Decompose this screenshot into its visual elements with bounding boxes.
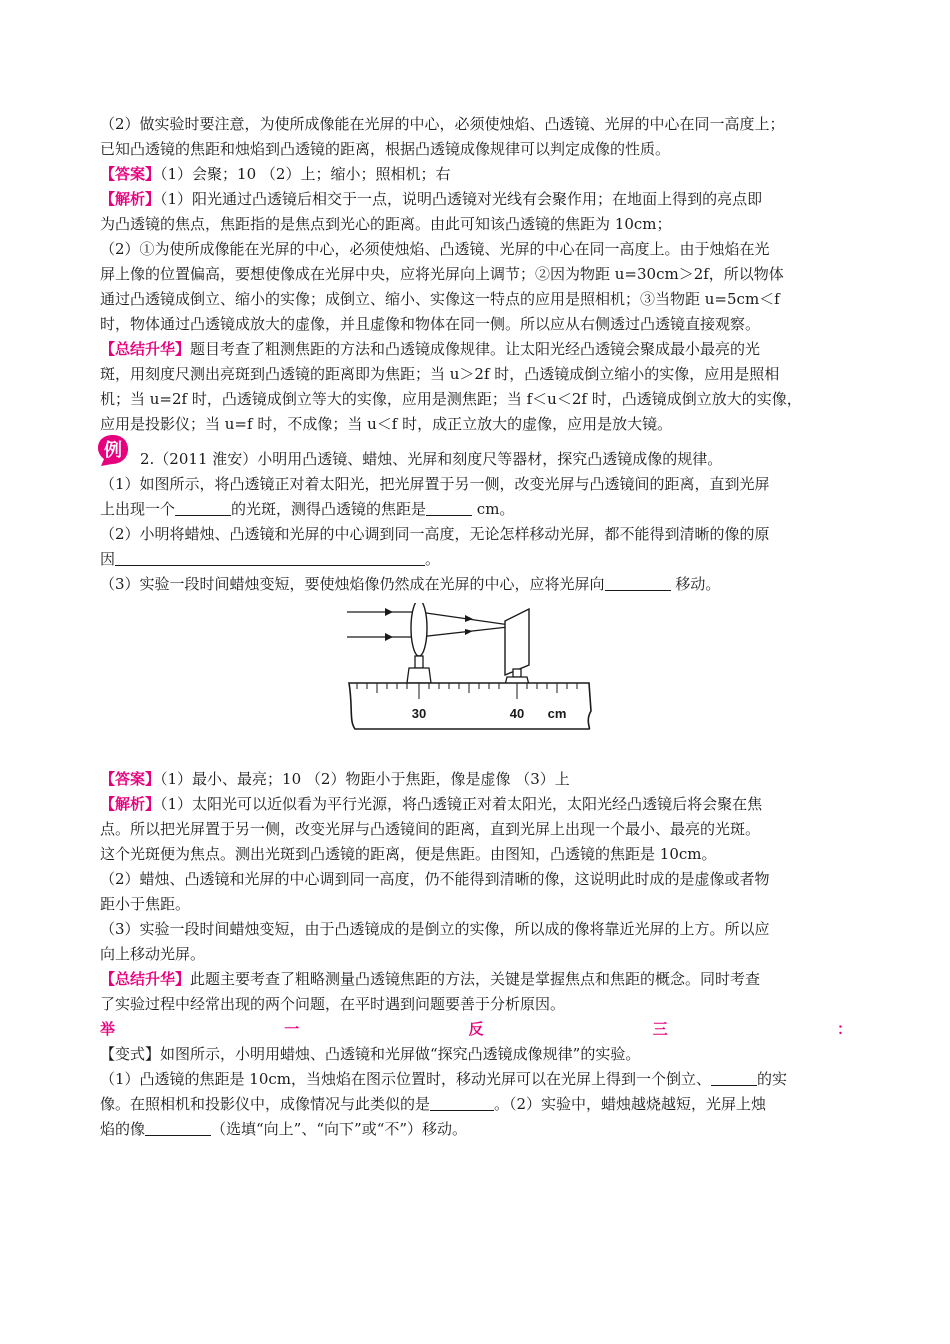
analysis-tag: 【解析】 <box>100 190 161 208</box>
practice-heading-char: 一 <box>284 1020 300 1038</box>
light-screen <box>505 609 529 675</box>
tick-label-40: 40 <box>509 706 525 721</box>
analysis-1-line-5: 通过凸透镜成倒立、缩小的实像；成倒立、缩小、实像这一特点的应用是照相机；③当物距 u=5cm＜f <box>100 290 780 308</box>
q3-line <box>100 572 860 597</box>
practice-heading-char: 三 <box>652 1020 668 1038</box>
screen-holder-post <box>513 669 521 677</box>
q2-line-2 <box>100 547 860 572</box>
blank-move-direction[interactable] <box>145 1121 211 1136</box>
practice-heading-char: 举 <box>100 1020 116 1038</box>
answer-text: （1）最小、最亮；10 （2）物距小于焦距，像是虚像 （3）上 <box>160 770 570 788</box>
para-2-line-1: （2）做实验时要注意，为使所成像能在光屏的中心，必须使烛焰、凸透镜、光屏的中心在同一高度上； <box>100 115 785 133</box>
summary-2-line-1 <box>100 967 860 992</box>
q3-text-b: 移动。 <box>670 575 721 593</box>
variant-text-b: 。（2）实验中，蜡烛越烧越短，光屏上烛 <box>494 1095 767 1113</box>
answer-text: （1）会聚；10 （2）上；缩小；照相机；右 <box>160 165 451 183</box>
para-2-line-2: 已知凸透镜的焦距和烛焰到凸透镜的距离，根据凸透镜成像规律可以判定成像的性质。 <box>100 140 671 158</box>
summary-2-line-2: 了实验过程中经常出现的两个问题，在平时遇到问题要善于分析原因。 <box>100 995 566 1013</box>
q1-text-c: cm。 <box>472 500 515 518</box>
q1-text-b: 的光斑，测得凸透镜的焦距是 <box>231 500 427 518</box>
analysis-1-line-6: 时，物体通过凸透镜成放大的虚像，并且虚像和物体在同一侧。所以应从右侧透过凸透镜直接观察。 <box>100 315 761 333</box>
ray-bottom-arrow-icon <box>385 633 393 641</box>
example-badge-text: 例 <box>104 440 122 461</box>
answer-2 <box>100 767 860 792</box>
blank-focal-length[interactable] <box>426 501 472 516</box>
ray-converge-bottom-arrow-icon <box>465 629 473 635</box>
variant-text-b: （选填“向上”、“向下”或“不”）移动。 <box>211 1120 468 1138</box>
ray-converge-top-arrow-icon <box>465 615 473 622</box>
analysis-2-line-1 <box>100 792 860 817</box>
practice-heading-char: ： <box>836 1020 852 1038</box>
example-2-title <box>100 440 860 472</box>
analysis-1-line-3: （2）①为使所成像能在光屏的中心，必须使烛焰、凸透镜、光屏的中心在同一高度上。由于烛焰在光 <box>100 240 770 258</box>
blank-device[interactable] <box>430 1096 494 1111</box>
analysis-2-line-7: 向上移动光屏。 <box>100 945 206 963</box>
example-badge-icon <box>96 433 130 467</box>
summary-1-line-3: 机；当 u=2f 时，凸透镜成倒立等大的实像，应用是测焦距；当 f＜u＜2f 时，凸透镜成倒立放大的实像， <box>100 390 802 408</box>
answer-1 <box>100 162 860 187</box>
analysis-text: （1）阳光通过凸透镜后相交于一点，说明凸透镜对光线有会聚作用；在地面上得到的亮点即 <box>160 190 763 208</box>
q3-text-a: （3）实验一段时间蜡烛变短，要使烛焰像仍然成在光屏的中心，应将光屏向 <box>100 575 605 593</box>
variant-line-2 <box>100 1067 860 1092</box>
lens-holder-post <box>415 656 423 668</box>
summary-tag: 【总结升华】 <box>100 970 191 988</box>
answer-tag: 【答案】 <box>100 770 161 788</box>
example-title-text: 2.（2011 淮安）小明用凸透镜、蜡烛、光屏和刻度尺等器材，探究凸透镜成像的规律。 <box>140 450 723 468</box>
tick-label-30: 30 <box>411 706 427 721</box>
q2-text-a: 因 <box>100 550 116 568</box>
optical-bench-diagram <box>345 603 595 743</box>
analysis-2-line-5: 距小于焦距。 <box>100 895 191 913</box>
variant-text-a: （1）凸透镜的焦距是 10cm，当烛焰在图示位置时，移动光屏可以在光屏上得到一个倒立、 <box>100 1070 712 1088</box>
variant-tag: 【变式】 <box>100 1045 161 1063</box>
analysis-1-line-1 <box>100 187 860 212</box>
q1-line-1: （1）如图所示，将凸透镜正对着太阳光，把光屏置于另一侧，改变光屏与凸透镜间的距离，直到光屏 <box>100 475 770 493</box>
summary-1-line-2: 斑，用刻度尺测出亮斑到凸透镜的距离即为焦距；当 u＞2f 时，凸透镜成倒立缩小的实像，应用是照相 <box>100 365 780 383</box>
analysis-2-line-3: 这个光斑便为焦点。测出光斑到凸透镜的距离，便是焦距。由图知，凸透镜的焦距是 10cm。 <box>100 845 717 863</box>
analysis-1-line-4: 屏上像的位置偏高，要想使像成在光屏中央，应将光屏向上调节；②因为物距 u=30cm＞2f，所以物体 <box>100 265 784 283</box>
summary-tag: 【总结升华】 <box>100 340 191 358</box>
variant-line-4 <box>100 1117 860 1142</box>
summary-1-line-1 <box>100 337 860 362</box>
blank-spot-size[interactable] <box>175 501 231 516</box>
lens-experiment-figure <box>100 603 860 753</box>
lens-holder-base <box>407 668 431 683</box>
analysis-2-line-4: （2）蜡烛、凸透镜和光屏的中心调到同一高度，仍不能得到清晰的像，这说明此时成的是虚像或者物 <box>100 870 770 888</box>
q2-line-1: （2）小明将蜡烛、凸透镜和光屏的中心调到同一高度，无论怎样移动光屏，都不能得到清晰的像的原 <box>100 525 770 543</box>
q2-text-b: 。 <box>425 550 441 568</box>
blank-direction[interactable] <box>605 576 671 591</box>
variant-text-a: 像。在照相机和投影仪中，成像情况与此类似的是 <box>100 1095 431 1113</box>
variant-text-a: 焰的像 <box>100 1120 146 1138</box>
variant-line-1 <box>100 1042 860 1067</box>
analysis-2-line-6: （3）实验一段时间蜡烛变短，由于凸透镜成的是倒立的实像，所以成的像将靠近光屏的上方。所以应 <box>100 920 770 938</box>
blank-reason[interactable] <box>115 551 425 566</box>
analysis-tag: 【解析】 <box>100 795 161 813</box>
summary-1-line-4: 应用是投影仪；当 u=f 时，不成像；当 u＜f 时，成正立放大的虚像，应用是放大镜。 <box>100 415 673 433</box>
convex-lens <box>411 603 427 656</box>
document-page <box>100 112 860 1142</box>
variant-text: 如图所示，小明用蜡烛、凸透镜和光屏做“探究凸透镜成像规律”的实验。 <box>160 1045 641 1063</box>
analysis-2-line-2: 点。所以把光屏置于另一侧，改变光屏与凸透镜间的距离，直到光屏上出现一个最小、最亮的光斑。 <box>100 820 761 838</box>
blank-image-property[interactable] <box>711 1071 757 1086</box>
practice-heading <box>100 1017 860 1042</box>
variant-text-b: 的实 <box>757 1070 788 1088</box>
ray-top-arrow-icon <box>385 608 393 616</box>
practice-heading-char: 反 <box>468 1020 484 1038</box>
analysis-1-line-2: 为凸透镜的焦点，焦距指的是焦点到光心的距离。由此可知该凸透镜的焦距为 10cm； <box>100 215 672 233</box>
summary-text: 题目考查了粗测焦距的方法和凸透镜成像规律。让太阳光经凸透镜会聚成最小最亮的光 <box>190 340 761 358</box>
unit-label-cm: cm <box>547 706 567 721</box>
summary-text: 此题主要考查了粗略测量凸透镜焦距的方法，关键是掌握焦点和焦距的概念。同时考查 <box>190 970 761 988</box>
variant-line-3 <box>100 1092 860 1117</box>
q1-text-a: 上出现一个 <box>100 500 176 518</box>
analysis-text: （1）太阳光可以近似看为平行光源，将凸透镜正对着太阳光，太阳光经凸透镜后将会聚在焦 <box>160 795 763 813</box>
q1-line-2 <box>100 497 860 522</box>
answer-tag: 【答案】 <box>100 165 161 183</box>
